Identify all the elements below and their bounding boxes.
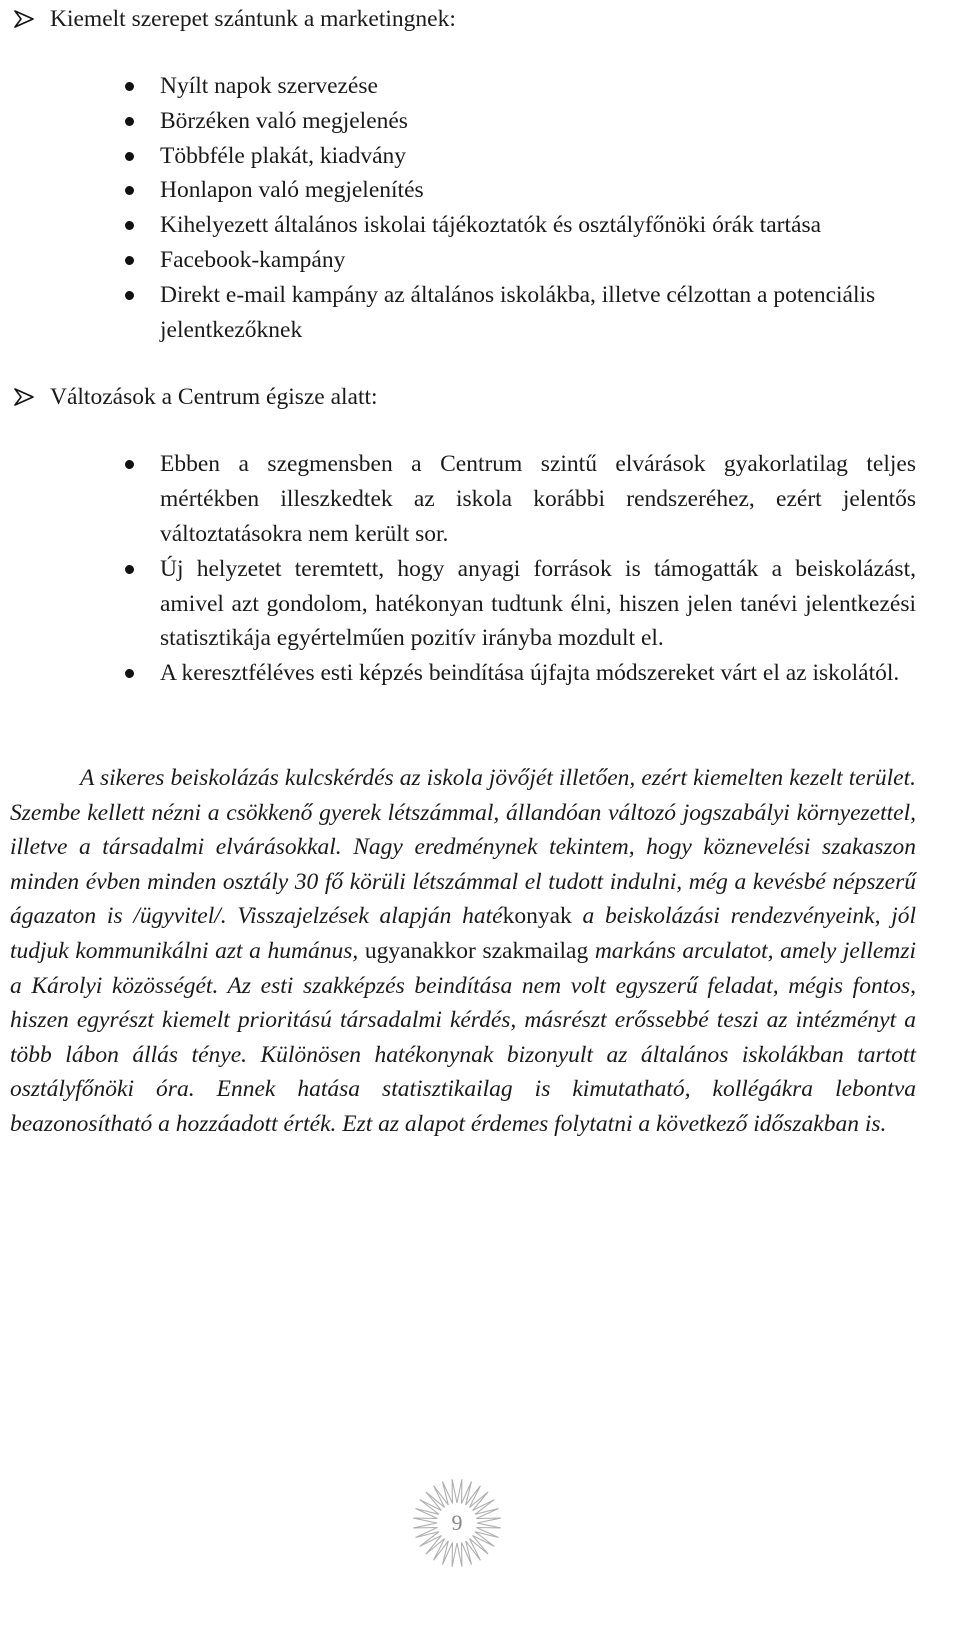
bullet-dot-icon xyxy=(125,82,134,91)
arrowhead-icon xyxy=(12,2,40,36)
bullet-dot-icon xyxy=(125,291,134,300)
bullet-dot-icon xyxy=(125,256,134,265)
bullet-dot-icon xyxy=(125,565,134,574)
arrowhead-icon xyxy=(12,380,40,414)
list-item: Nyílt napok szervezése xyxy=(160,69,916,104)
list-item: Új helyzetet teremtett, hogy anyagi források is támogatták a beiskolázást, amivel azt gondolom, hatékonyan tudtunk élni, hiszen jelen tanévi jelentkezési statisztikája egyértelműen pozitív irányba mozdult el. xyxy=(160,552,916,656)
marketing-list xyxy=(10,69,916,347)
bullet-dot-icon xyxy=(125,186,134,195)
list-item: A keresztféléves esti képzés beindítása újfajta módszereket várt el az iskolától. xyxy=(160,656,916,691)
page-number-badge xyxy=(402,1468,512,1578)
bullet-dot-icon xyxy=(125,152,134,161)
bullet-dot-icon xyxy=(125,460,134,469)
page-number: 9 xyxy=(451,1510,463,1535)
section-heading-changes: Változások a Centrum égisze alatt: xyxy=(10,380,916,414)
changes-list xyxy=(10,447,916,691)
list-item: Ebben a szegmensben a Centrum szintű elvárások gyakorlatilag teljes mértékben illeszkedtek az iskola korábbi rendszeréhez, ezért jelentős változtatásokra nem került sor. xyxy=(160,447,916,551)
list-item: Börzéken való megjelenés xyxy=(160,104,916,139)
list-item: Kihelyezett általános iskolai tájékoztatók és osztályfőnöki órák tartása xyxy=(160,208,916,243)
bullet-dot-icon xyxy=(125,117,134,126)
list-item: Honlapon való megjelenítés xyxy=(160,173,916,208)
list-item: Többféle plakát, kiadvány xyxy=(160,139,916,174)
list-item: Facebook-kampány xyxy=(160,243,916,278)
section-heading-marketing: Kiemelt szerepet szántunk a marketingnek: xyxy=(10,2,916,36)
closing-paragraph: A sikeres beiskolázás kulcskérdés az iskola jövőjét illetően, ezért kiemelten kezelt terület. Szembe kellett nézni a csökkenő gyerek létszámmal, állandóan változó jogszabályi környezettel, illetve a társadalmi elvárásokkal. Nagy eredménynek tekintem, hogy köznevelési szakaszon minden évben minden osztály 30 fő körüli létszámmal el tudott indulni, még a kevésbé népszerű ágazaton is /ügyvitel/. Visszajelzések alapján hatékonyak a beiskolázási rendezvényeink, jól tudjuk kommunikálni azt a humánus, ugyanakkor szakmailag markáns arculatot, amely jellemzi a Károlyi közösségét. Az esti szakképzés beindítása nem volt egyszerű feladat, mégis fontos, hiszen egyrészt kiemelt prioritású társadalmi kérdés, másrészt erőssebbé teszi az intézményt a több lábon állás ténye. Különösen hatékonynak bizonyult az általános iskolákban tartott osztályfőnöki óra. Ennek hatása statisztikailag is kimutatható, kollégákra lebontva beazonosítható a hozzáadott érték. Ezt az alapot érdemes folytatni a következő időszakban is. xyxy=(10,764,917,1137)
list-item: Direkt e-mail kampány az általános iskolákba, illetve célzottan a potenciális jelentkezőknek xyxy=(160,278,916,348)
bullet-dot-icon xyxy=(125,221,134,230)
bullet-dot-icon xyxy=(125,669,134,678)
